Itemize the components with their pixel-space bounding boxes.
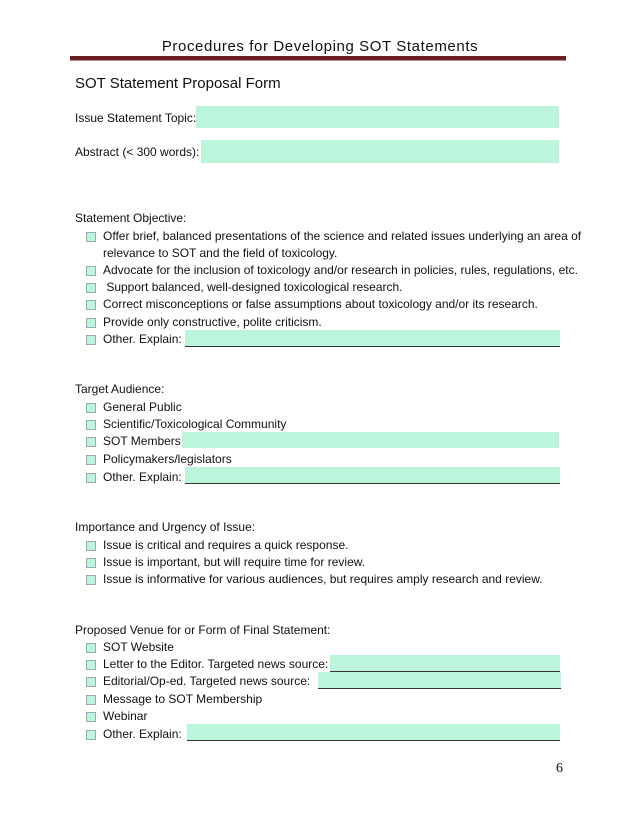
audience-label: Target Audience:: [75, 382, 165, 396]
objective-item-2: Advocate for the inclusion of toxicology and/or research in policies, rules, regulations, etc.: [103, 263, 578, 277]
audience-checkbox-1[interactable]: [86, 403, 96, 413]
importance-item-2: Issue is important, but will require time for review.: [103, 555, 366, 569]
audience-checkbox-4[interactable]: [86, 455, 96, 465]
venue-checkbox-other[interactable]: [86, 730, 96, 740]
audience-checkbox-other[interactable]: [86, 473, 96, 483]
venue-checkbox-2[interactable]: [86, 660, 96, 670]
audience-checkbox-2[interactable]: [86, 420, 96, 430]
objective-checkbox-1[interactable]: [86, 232, 96, 242]
audience-item-4: Policymakers/legislators: [103, 452, 232, 466]
importance-item-3: Issue is informative for various audiences, but requires amply research and review.: [103, 572, 543, 586]
importance-checkbox-3[interactable]: [86, 575, 96, 585]
venue-other-input[interactable]: [187, 724, 560, 741]
objective-checkbox-4[interactable]: [86, 300, 96, 310]
objective-item-1-cont: relevance to SOT and the field of toxicology.: [103, 246, 338, 260]
objective-item-3: Support balanced, well-designed toxicological research.: [103, 280, 403, 294]
objective-checkbox-5[interactable]: [86, 318, 96, 328]
objective-label: Statement Objective:: [75, 211, 187, 225]
objective-other-input[interactable]: [185, 330, 560, 347]
venue-label: Proposed Venue for or Form of Final Statement:: [75, 623, 331, 637]
page-header-title: Procedures for Developing SOT Statements: [161, 38, 479, 55]
oped-news-source-input[interactable]: [318, 672, 561, 689]
importance-checkbox-2[interactable]: [86, 558, 96, 568]
topic-input[interactable]: [196, 106, 559, 128]
objective-checkbox-2[interactable]: [86, 266, 96, 276]
objective-item-4: Correct misconceptions or false assumptions about toxicology and/or its research.: [103, 297, 538, 311]
venue-item-2: Letter to the Editor. Targeted news source:: [103, 657, 329, 671]
venue-item-1: SOT Website: [103, 640, 174, 654]
audience-other-input[interactable]: [185, 467, 560, 484]
audience-checkbox-3[interactable]: [86, 437, 96, 447]
importance-label: Importance and Urgency of Issue:: [75, 520, 256, 534]
venue-checkbox-3[interactable]: [86, 677, 96, 687]
audience-item-3: SOT Members: [103, 434, 181, 448]
audience-item-other: Other. Explain:: [103, 470, 182, 484]
sot-members-input[interactable]: [182, 432, 559, 448]
page-number: 6: [556, 761, 563, 776]
header-rule: [70, 56, 566, 60]
objective-item-5: Provide only constructive, polite criticism.: [103, 315, 322, 329]
importance-checkbox-1[interactable]: [86, 541, 96, 551]
objective-checkbox-other[interactable]: [86, 335, 96, 345]
venue-item-other: Other. Explain:: [103, 727, 182, 741]
letter-news-source-input[interactable]: [330, 655, 560, 672]
venue-checkbox-1[interactable]: [86, 643, 96, 653]
objective-checkbox-3[interactable]: [86, 283, 96, 293]
audience-item-1: General Public: [103, 400, 182, 414]
venue-item-5: Webinar: [103, 709, 148, 723]
venue-checkbox-4[interactable]: [86, 695, 96, 705]
venue-checkbox-5[interactable]: [86, 712, 96, 722]
audience-item-2: Scientific/Toxicological Community: [103, 417, 287, 431]
abstract-label: Abstract (< 300 words):: [75, 145, 200, 159]
topic-label: Issue Statement Topic:: [75, 111, 197, 125]
venue-item-4: Message to SOT Membership: [103, 692, 263, 706]
objective-item-1: Offer brief, balanced presentations of the science and related issues underlying an area of: [103, 229, 582, 243]
importance-item-1: Issue is critical and requires a quick response.: [103, 538, 349, 552]
venue-item-3: Editorial/Op-ed. Targeted news source:: [103, 674, 311, 688]
abstract-input[interactable]: [201, 140, 559, 163]
objective-item-other: Other. Explain:: [103, 332, 182, 346]
form-title: SOT Statement Proposal Form: [75, 75, 281, 92]
